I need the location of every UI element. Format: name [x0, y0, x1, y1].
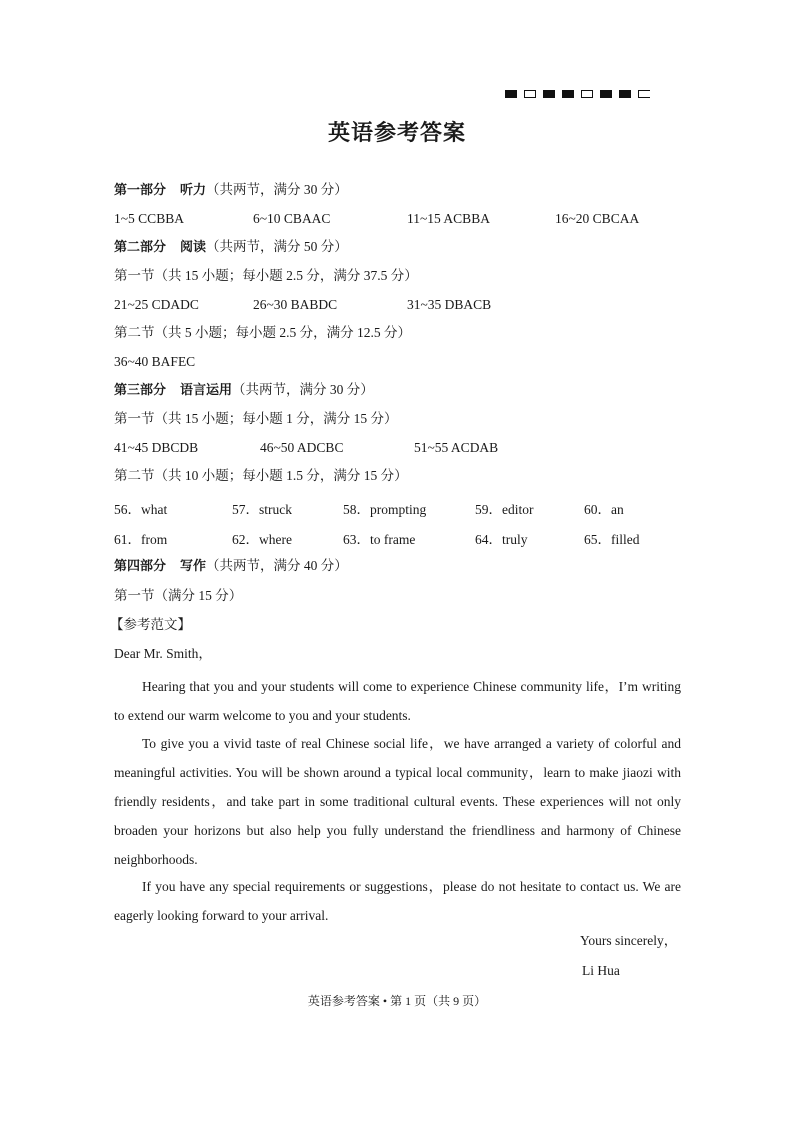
fill-answer: 62．where [232, 532, 292, 547]
fill-answer: 63．to frame [343, 532, 416, 547]
letter-paragraph: To give you a vivid taste of real Chinese social life，we have arranged a variety of colorful and meaningful activities. You will be shown around a typical local community，learn to make jiaozi with friendly residents，and take part in some traditional cultural events. These experiences will not only broaden your horizons but also help you fully understand the friendliness and harmony of Chinese neighborhoods. [114, 736, 681, 867]
part3-section1: 第一节（共 15 小题；每小题 1 分，满分 15 分） [114, 411, 398, 426]
code-mark [581, 90, 593, 98]
part2-heading-line [114, 238, 348, 257]
fill-answer: 60．an [584, 502, 624, 517]
part2-section2: 第二节（共 5 小题；每小题 2.5 分，满分 12.5 分） [114, 325, 411, 340]
fill-answer: 58．prompting [343, 502, 427, 517]
part3-answer: 46~50 ADCBC [260, 440, 344, 455]
part2-answer: 26~30 BABDC [253, 297, 338, 312]
part1-note: （共两节，满分 30 分） [206, 182, 348, 197]
letter-closing: Yours sincerely， [580, 933, 678, 948]
code-mark [543, 90, 555, 98]
part2-answer: 31~35 DBACB [407, 297, 492, 312]
part3-heading: 第三部分 [114, 383, 167, 398]
part4-heading-line [114, 557, 348, 576]
part3-section2: 第二节（共 10 小题；每小题 1.5 分，满分 15 分） [114, 468, 408, 483]
part4-heading: 第四部分 [114, 559, 167, 574]
code-mark [524, 90, 536, 98]
fill-answer: 57．struck [232, 502, 292, 517]
part4-section1: 第一节（满分 15 分） [114, 588, 243, 603]
part2-note: （共两节，满分 50 分） [206, 239, 348, 254]
part3-heading-line [114, 381, 374, 400]
part1-answer: 6~10 CBAAC [253, 211, 331, 226]
letter-paragraph: Hearing that you and your students will come to experience Chinese community life，I’m writing to extend our warm welcome to you and your students. [114, 679, 681, 723]
page-footer: 英语参考答案 • 第 1 页（共 9 页） [307, 994, 487, 1008]
fill-answer: 59．editor [475, 502, 534, 517]
code-mark [619, 90, 631, 98]
part2-section1: 第一节（共 15 小题；每小题 2.5 分，满分 37.5 分） [114, 268, 418, 283]
code-mark [562, 90, 574, 98]
part4-note: （共两节，满分 40 分） [206, 558, 348, 573]
fill-answer: 64．truly [475, 532, 528, 547]
part1-answer: 11~15 ACBBA [407, 211, 490, 226]
part3-note: （共两节，满分 30 分） [232, 382, 374, 397]
part1-heading: 第一部分 [114, 183, 167, 198]
page-title: 英语参考答案 [327, 120, 466, 145]
fill-answer: 65．filled [584, 532, 640, 547]
code-mark [505, 90, 517, 98]
part1-heading-line [114, 181, 348, 200]
code-mark [600, 90, 612, 98]
letter-salutation: Dear Mr. Smith， [114, 646, 212, 661]
page-code-marks [505, 90, 650, 98]
part1-answer: 1~5 CCBBA [114, 211, 184, 226]
sample-label: 【参考范文】 [110, 617, 191, 632]
part1-name: 听力 [180, 183, 207, 198]
part2-answer: 21~25 CDADC [114, 297, 199, 312]
part4-name: 写作 [180, 559, 207, 574]
part2-name: 阅读 [180, 240, 207, 255]
part3-answer: 41~45 DBCDB [114, 440, 199, 455]
code-mark [638, 90, 650, 98]
letter-paragraph: If you have any special requirements or suggestions，please do not hesitate to contact us. We are eagerly looking forward to your arrival. [114, 879, 681, 923]
part3-answer: 51~55 ACDAB [414, 440, 499, 455]
fill-answer: 56．what [114, 502, 168, 517]
part1-answer: 16~20 CBCAA [555, 211, 640, 226]
part3-name: 语言运用 [180, 383, 233, 398]
part2-answer: 36~40 BAFEC [114, 354, 196, 369]
fill-answer: 61．from [114, 532, 168, 547]
letter-signature: Li Hua [582, 963, 620, 978]
part2-heading: 第二部分 [114, 240, 167, 255]
